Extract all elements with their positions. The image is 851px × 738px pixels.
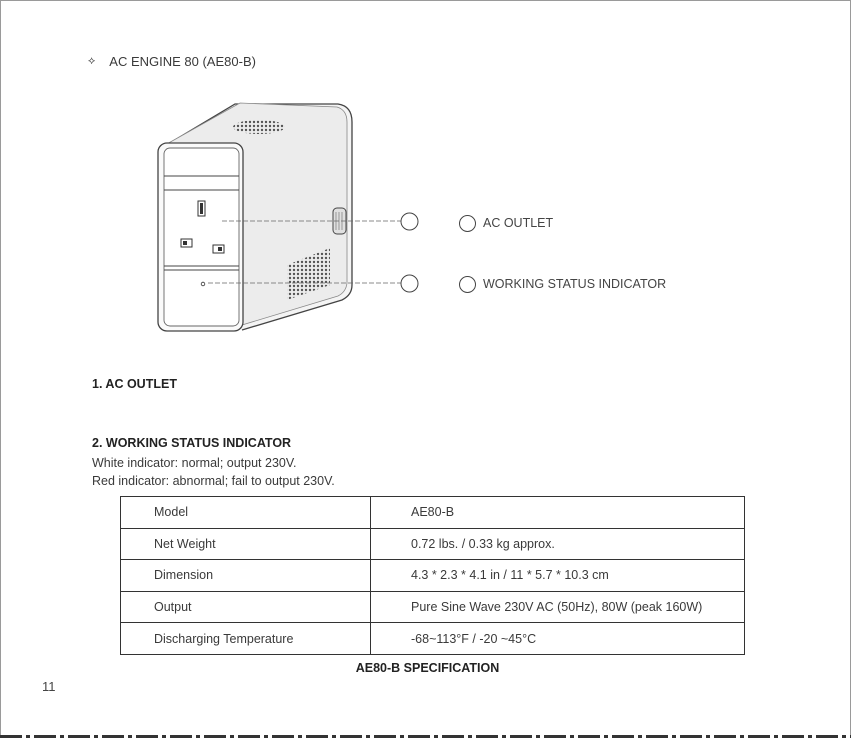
table-row	[121, 497, 745, 529]
spec-value: -68~113°F / -20 ~45°C	[371, 623, 745, 655]
page-number: 11	[42, 679, 56, 694]
status-white-description: White indicator: normal; output 230V.	[92, 456, 297, 470]
spec-value: 0.72 lbs. / 0.33 kg approx.	[371, 528, 745, 560]
table-caption: AE80-B SPECIFICATION	[355, 661, 500, 675]
spec-key: Model	[121, 497, 371, 529]
table-row	[121, 623, 745, 655]
spec-value: AE80-B	[371, 497, 745, 529]
table-row	[121, 528, 745, 560]
table-row	[121, 591, 745, 623]
callout-label-status-indicator: WORKING STATUS INDICATOR	[483, 277, 667, 291]
callout-marker-ac-outlet	[459, 215, 476, 232]
section-heading-status-indicator: 2. WORKING STATUS INDICATOR	[92, 436, 292, 450]
callout-label-ac-outlet: AC OUTLET	[483, 216, 554, 230]
spec-key: Output	[121, 591, 371, 623]
product-illustration	[150, 96, 690, 341]
spec-key: Discharging Temperature	[121, 623, 371, 655]
callout-marker-status-indicator	[459, 276, 476, 293]
status-red-description: Red indicator: abnormal; fail to output 230V.	[92, 474, 335, 488]
spec-value: 4.3 * 2.3 * 4.1 in / 11 * 5.7 * 10.3 cm	[371, 560, 745, 592]
table-row	[121, 560, 745, 592]
spec-key: Dimension	[121, 560, 371, 592]
product-title-line	[88, 54, 256, 69]
spec-value: Pure Sine Wave 230V AC (50Hz), 80W (peak 160W)	[371, 591, 745, 623]
diamond-bullet-icon: ⟡	[88, 55, 96, 67]
spec-table	[120, 496, 745, 655]
spec-key: Net Weight	[121, 528, 371, 560]
section-heading-ac-outlet: 1. AC OUTLET	[92, 377, 177, 391]
product-title: AC ENGINE 80 (AE80-B)	[109, 54, 256, 69]
